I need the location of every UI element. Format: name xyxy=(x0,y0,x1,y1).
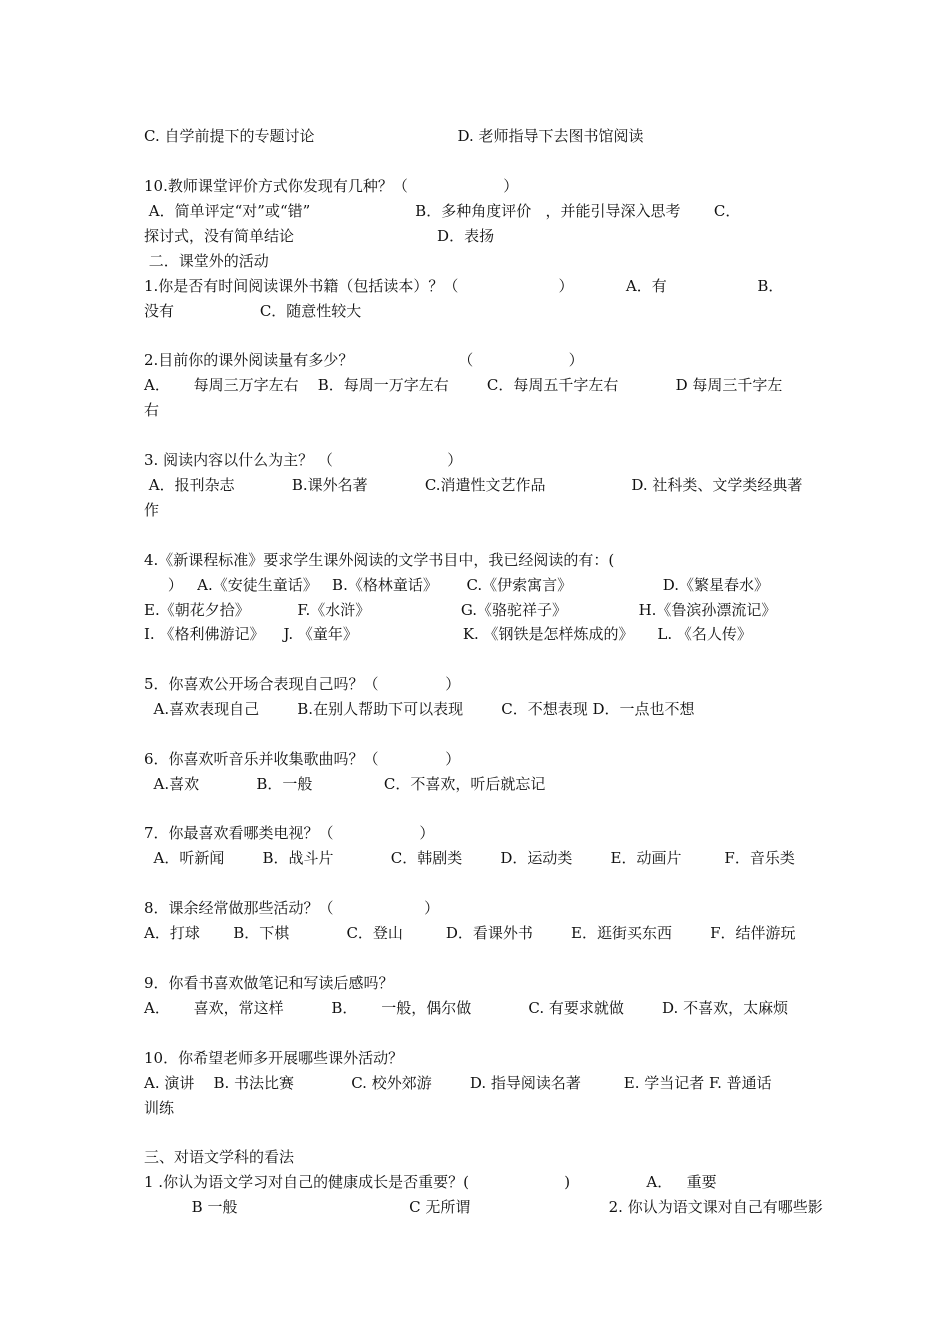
option-line: C. 自学前提下的专题讨论 D. 老师指导下去图书馆阅读 xyxy=(144,127,644,145)
option-line: A.喜欢表现自己 B.在别人帮助下可以表现 C．不想表现 D．一点也不想 xyxy=(144,700,695,718)
section-heading-outside-class: 二．课堂外的活动 xyxy=(144,252,269,270)
option-line: A.喜欢 B．一般 C．不喜欢，听后就忘记 xyxy=(144,775,546,793)
question-4-books-read: 4.《新课程标准》要求学生课外阅读的文学书目中，我已经阅读的有：( xyxy=(144,551,615,569)
question-3-reading-content: 3. 阅读内容以什么为主？ （ ） xyxy=(144,451,463,469)
option-line: A． 喜欢，常这样 B． 一般，偶尔做 C. 有要求就做 D. 不喜欢，太麻烦 xyxy=(144,999,789,1017)
question-1-reading-time: 1.你是否有时间阅读课外书籍（包括读本）？（ ） A．有 B． xyxy=(144,277,784,295)
option-line: 训练 xyxy=(144,1099,175,1117)
question-1-importance: 1 .你认为语文学习对自己的健康成长是否重要？( ) A． 重要 xyxy=(144,1173,717,1191)
question-10-outside-activities: 10．你希望老师多开展哪些课外活动？ xyxy=(144,1049,404,1067)
option-line: A．听新闻 B．战斗片 C．韩剧类 D．运动类 E．动画片 F．音乐类 xyxy=(144,849,795,867)
option-line: 右 xyxy=(144,401,160,419)
option-line: A．简单评定“对”或“错” B．多种角度评价 ，并能引导深入思考 C． xyxy=(144,202,741,220)
question-2-reading-amount: 2.目前你的课外阅读量有多少？ （ ） xyxy=(144,351,584,369)
option-line: A. 演讲 B. 书法比赛 C. 校外郊游 D. 指导阅读名著 E. 学当记者 F. 普通话 xyxy=(144,1074,772,1092)
option-line: A．报刊杂志 B.课外名著 C.消遣性文艺作品 D. 社科类、文学类经典著 xyxy=(144,476,803,494)
question-9-notes: 9．你看书喜欢做笔记和写读后感吗？ xyxy=(144,974,394,992)
option-line: 没有 C．随意性较大 xyxy=(144,302,362,320)
question-5-public-expression: 5．你喜欢公开场合表现自己吗？（ ） xyxy=(144,675,461,693)
question-7-tv: 7．你最喜欢看哪类电视？（ ） xyxy=(144,824,435,842)
option-line: 作 xyxy=(144,501,160,519)
question-6-music: 6．你喜欢听音乐并收集歌曲吗？（ ） xyxy=(144,750,461,768)
option-line: E.《朝花夕拾》 F.《水浒》 G.《骆驼祥子》 H.《鲁滨孙漂流记》 xyxy=(144,601,777,619)
section-heading-chinese-subject: 三、对语文学科的看法 xyxy=(144,1148,295,1166)
option-line: I. 《格利佛游记》 J. 《童年》 K. 《钢铁是怎样炼成的》 L. 《名人传》 xyxy=(144,625,752,643)
option-line: B 一般 C 无所谓 2. 你认为语文课对自己有哪些影 xyxy=(144,1198,823,1216)
question-10-classroom-evaluation: 10.教师课堂评价方式你发现有几种？（ ） xyxy=(144,177,519,195)
option-line: A． 每周三万字左右 B．每周一万字左右 C．每周五千字左右 D 每周三千字左 xyxy=(144,376,783,394)
option-line: A．打球 B．下棋 C．登山 D．看课外书 E．逛街买东西 F．结伴游玩 xyxy=(144,924,796,942)
option-line: ） A.《安徒生童话》 B.《格林童话》 C.《伊索寓言》 D.《繁星春水》 xyxy=(144,576,770,594)
option-line: 探讨式，没有简单结论 D．表扬 xyxy=(144,227,495,245)
question-8-activities: 8．课余经常做那些活动？（ ） xyxy=(144,899,440,917)
